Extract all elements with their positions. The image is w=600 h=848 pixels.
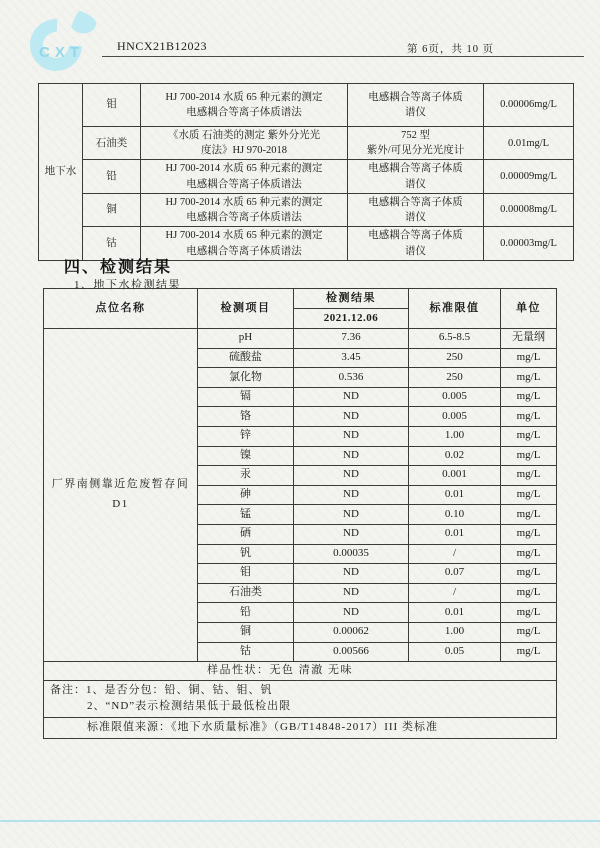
- col-header-result: 检测结果: [294, 289, 409, 309]
- section-title: 四、检测结果: [64, 259, 173, 276]
- item-cell: 钼: [198, 564, 294, 584]
- item-cell: 钒: [198, 544, 294, 564]
- limit-cell: 0.01: [409, 524, 501, 544]
- result-cell: 0.00035: [294, 544, 409, 564]
- sample-property-row: [44, 662, 557, 681]
- instrument-cell: [348, 193, 484, 226]
- item-cell: 锰: [198, 505, 294, 525]
- section-subtitle: 1、地下水检测结果: [74, 279, 181, 291]
- method-table: [38, 83, 574, 261]
- limit-cell: 0.01mg/L: [484, 127, 574, 160]
- header-rule: [102, 56, 584, 57]
- item-cell: 钴: [83, 227, 141, 260]
- table-row: [44, 329, 557, 349]
- instrument-cell: [348, 227, 484, 260]
- item-cell: 铜: [198, 622, 294, 642]
- item-cell: 铜: [83, 193, 141, 226]
- note-line2: 2、“ND”表示检测结果低于最低检出限: [87, 699, 292, 712]
- limit-cell: 0.005: [409, 407, 501, 427]
- unit-cell: mg/L: [501, 505, 557, 525]
- result-cell: ND: [294, 387, 409, 407]
- limit-cell: 6.5-8.5: [409, 329, 501, 349]
- standard-source-row: [44, 717, 557, 738]
- item-cell: pH: [198, 329, 294, 349]
- result-cell: 7.36: [294, 329, 409, 349]
- unit-cell: mg/L: [501, 583, 557, 603]
- unit-cell: mg/L: [501, 564, 557, 584]
- unit-cell: 无量纲: [501, 329, 557, 349]
- table-row: [39, 193, 574, 226]
- unit-cell: mg/L: [501, 622, 557, 642]
- method-line1: HJ 700-2014 水质 65 种元素的测定: [165, 196, 323, 208]
- result-cell: ND: [294, 446, 409, 466]
- item-cell: 铅: [83, 160, 141, 193]
- unit-cell: mg/L: [501, 466, 557, 486]
- item-cell: 锌: [198, 426, 294, 446]
- footer-accent-line: [0, 820, 600, 822]
- sample-property-cell: 样品性状：无色 清澈 无味: [44, 662, 557, 681]
- col-header-date: 2021.12.06: [294, 309, 409, 329]
- result-cell: 3.45: [294, 348, 409, 368]
- instrument-line1: 电感耦合等离子体质: [368, 196, 463, 208]
- table-row: [39, 127, 574, 160]
- logo-text: CXT: [39, 44, 84, 61]
- item-cell: 砷: [198, 485, 294, 505]
- note1-text: 1、是否分包：铅、铜、钴、钼、钒: [86, 684, 273, 697]
- unit-cell: mg/L: [501, 524, 557, 544]
- item-cell: 硒: [198, 524, 294, 544]
- limit-cell: 250: [409, 368, 501, 388]
- method-line1: HJ 700-2014 水质 65 种元素的测定: [165, 230, 323, 242]
- limit-cell: 0.05: [409, 642, 501, 662]
- method-cell: [141, 84, 348, 127]
- limit-cell: 0.005: [409, 387, 501, 407]
- limit-cell: 0.10: [409, 505, 501, 525]
- notes-cell: [44, 681, 557, 718]
- limit-cell: 0.001: [409, 466, 501, 486]
- site-name-cell: [44, 329, 198, 662]
- unit-cell: mg/L: [501, 544, 557, 564]
- col-header-item: 检测项目: [198, 289, 294, 329]
- item-cell: 钼: [83, 84, 141, 127]
- item-cell: 铬: [198, 407, 294, 427]
- limit-cell: 1.00: [409, 622, 501, 642]
- unit-cell: mg/L: [501, 446, 557, 466]
- limit-cell: 0.00009mg/L: [484, 160, 574, 193]
- item-cell: 汞: [198, 466, 294, 486]
- limit-cell: 0.00003mg/L: [484, 227, 574, 260]
- instrument-line1: 电感耦合等离子体质: [368, 163, 463, 175]
- result-cell: ND: [294, 407, 409, 427]
- item-cell: 镍: [198, 446, 294, 466]
- item-cell: 钴: [198, 642, 294, 662]
- unit-cell: mg/L: [501, 407, 557, 427]
- instrument-cell: [348, 84, 484, 127]
- unit-cell: mg/L: [501, 348, 557, 368]
- result-cell: ND: [294, 505, 409, 525]
- method-cell: [141, 127, 348, 160]
- notes-row: [44, 681, 557, 718]
- unit-cell: mg/L: [501, 387, 557, 407]
- instrument-line2: 谱仪: [405, 178, 426, 190]
- notes-label: 备注：: [50, 684, 86, 697]
- method-line2: 电感耦合等离子体质谱法: [186, 212, 302, 224]
- site-name-line1: 厂界南侧靠近危废暂存间: [51, 478, 190, 491]
- table-row: [39, 84, 574, 127]
- limit-cell: 0.00006mg/L: [484, 84, 574, 127]
- instrument-line1: 电感耦合等离子体质: [368, 230, 463, 242]
- item-cell: 铅: [198, 603, 294, 623]
- method-line1: 《水质 石油类的测定 紫外分光光: [167, 130, 321, 141]
- unit-cell: mg/L: [501, 426, 557, 446]
- col-header-limit: 标准限值: [409, 289, 501, 329]
- limit-cell: 1.00: [409, 426, 501, 446]
- limit-cell: 0.07: [409, 564, 501, 584]
- method-line2: 电感耦合等离子体质谱法: [186, 107, 302, 118]
- result-cell: 0.536: [294, 368, 409, 388]
- result-cell: ND: [294, 524, 409, 544]
- result-cell: ND: [294, 485, 409, 505]
- instrument-line2: 谱仪: [405, 245, 426, 257]
- limit-cell: 0.01: [409, 603, 501, 623]
- instrument-line1: 752 型: [401, 130, 430, 141]
- table-row: [39, 160, 574, 193]
- method-line1: HJ 700-2014 水质 65 种元素的测定: [165, 91, 323, 103]
- item-cell: 石油类: [83, 127, 141, 160]
- method-line2: 电感耦合等离子体质谱法: [186, 178, 302, 190]
- item-cell: 硫酸盐: [198, 348, 294, 368]
- method-cell: [141, 160, 348, 193]
- result-cell: ND: [294, 583, 409, 603]
- method-cell: [141, 193, 348, 226]
- result-cell: 0.00062: [294, 622, 409, 642]
- sample-type-cell: 地下水: [39, 84, 83, 261]
- unit-cell: mg/L: [501, 368, 557, 388]
- site-name-line2: D1: [112, 498, 129, 511]
- limit-cell: 0.02: [409, 446, 501, 466]
- method-line2: 电感耦合等离子体质谱法: [186, 245, 302, 257]
- instrument-line2: 紫外/可见分光光度计: [366, 145, 465, 157]
- results-table: [43, 288, 557, 739]
- instrument-cell: [348, 160, 484, 193]
- unit-cell: mg/L: [501, 485, 557, 505]
- unit-cell: mg/L: [501, 642, 557, 662]
- header-row: [44, 289, 557, 309]
- note-line1: [50, 683, 552, 699]
- standard-source-cell: 标准限值来源：《地下水质量标准》（GB/T14848-2017）III 类标准: [44, 717, 557, 738]
- instrument-line2: 谱仪: [405, 212, 426, 224]
- unit-cell: mg/L: [501, 603, 557, 623]
- item-cell: 石油类: [198, 583, 294, 603]
- instrument-line2: 谱仪: [405, 107, 426, 118]
- result-cell: ND: [294, 426, 409, 446]
- limit-cell: /: [409, 583, 501, 603]
- result-cell: 0.00566: [294, 642, 409, 662]
- col-header-unit: 单位: [501, 289, 557, 329]
- method-line1: HJ 700-2014 水质 65 种元素的测定: [165, 163, 323, 175]
- result-cell: ND: [294, 466, 409, 486]
- result-cell: ND: [294, 603, 409, 623]
- instrument-cell: [348, 127, 484, 160]
- method-line2: 度法》HJ 970-2018: [200, 145, 288, 157]
- col-header-site: 点位名称: [44, 289, 198, 329]
- instrument-line1: 电感耦合等离子体质: [368, 91, 463, 103]
- limit-cell: /: [409, 544, 501, 564]
- limit-cell: 250: [409, 348, 501, 368]
- page-indicator: 第 6页，共 10 页: [407, 44, 495, 55]
- report-number: HNCX21B12023: [117, 39, 208, 53]
- result-cell: ND: [294, 564, 409, 584]
- limit-cell: 0.00008mg/L: [484, 193, 574, 226]
- item-cell: 镉: [198, 387, 294, 407]
- item-cell: 氯化物: [198, 368, 294, 388]
- limit-cell: 0.01: [409, 485, 501, 505]
